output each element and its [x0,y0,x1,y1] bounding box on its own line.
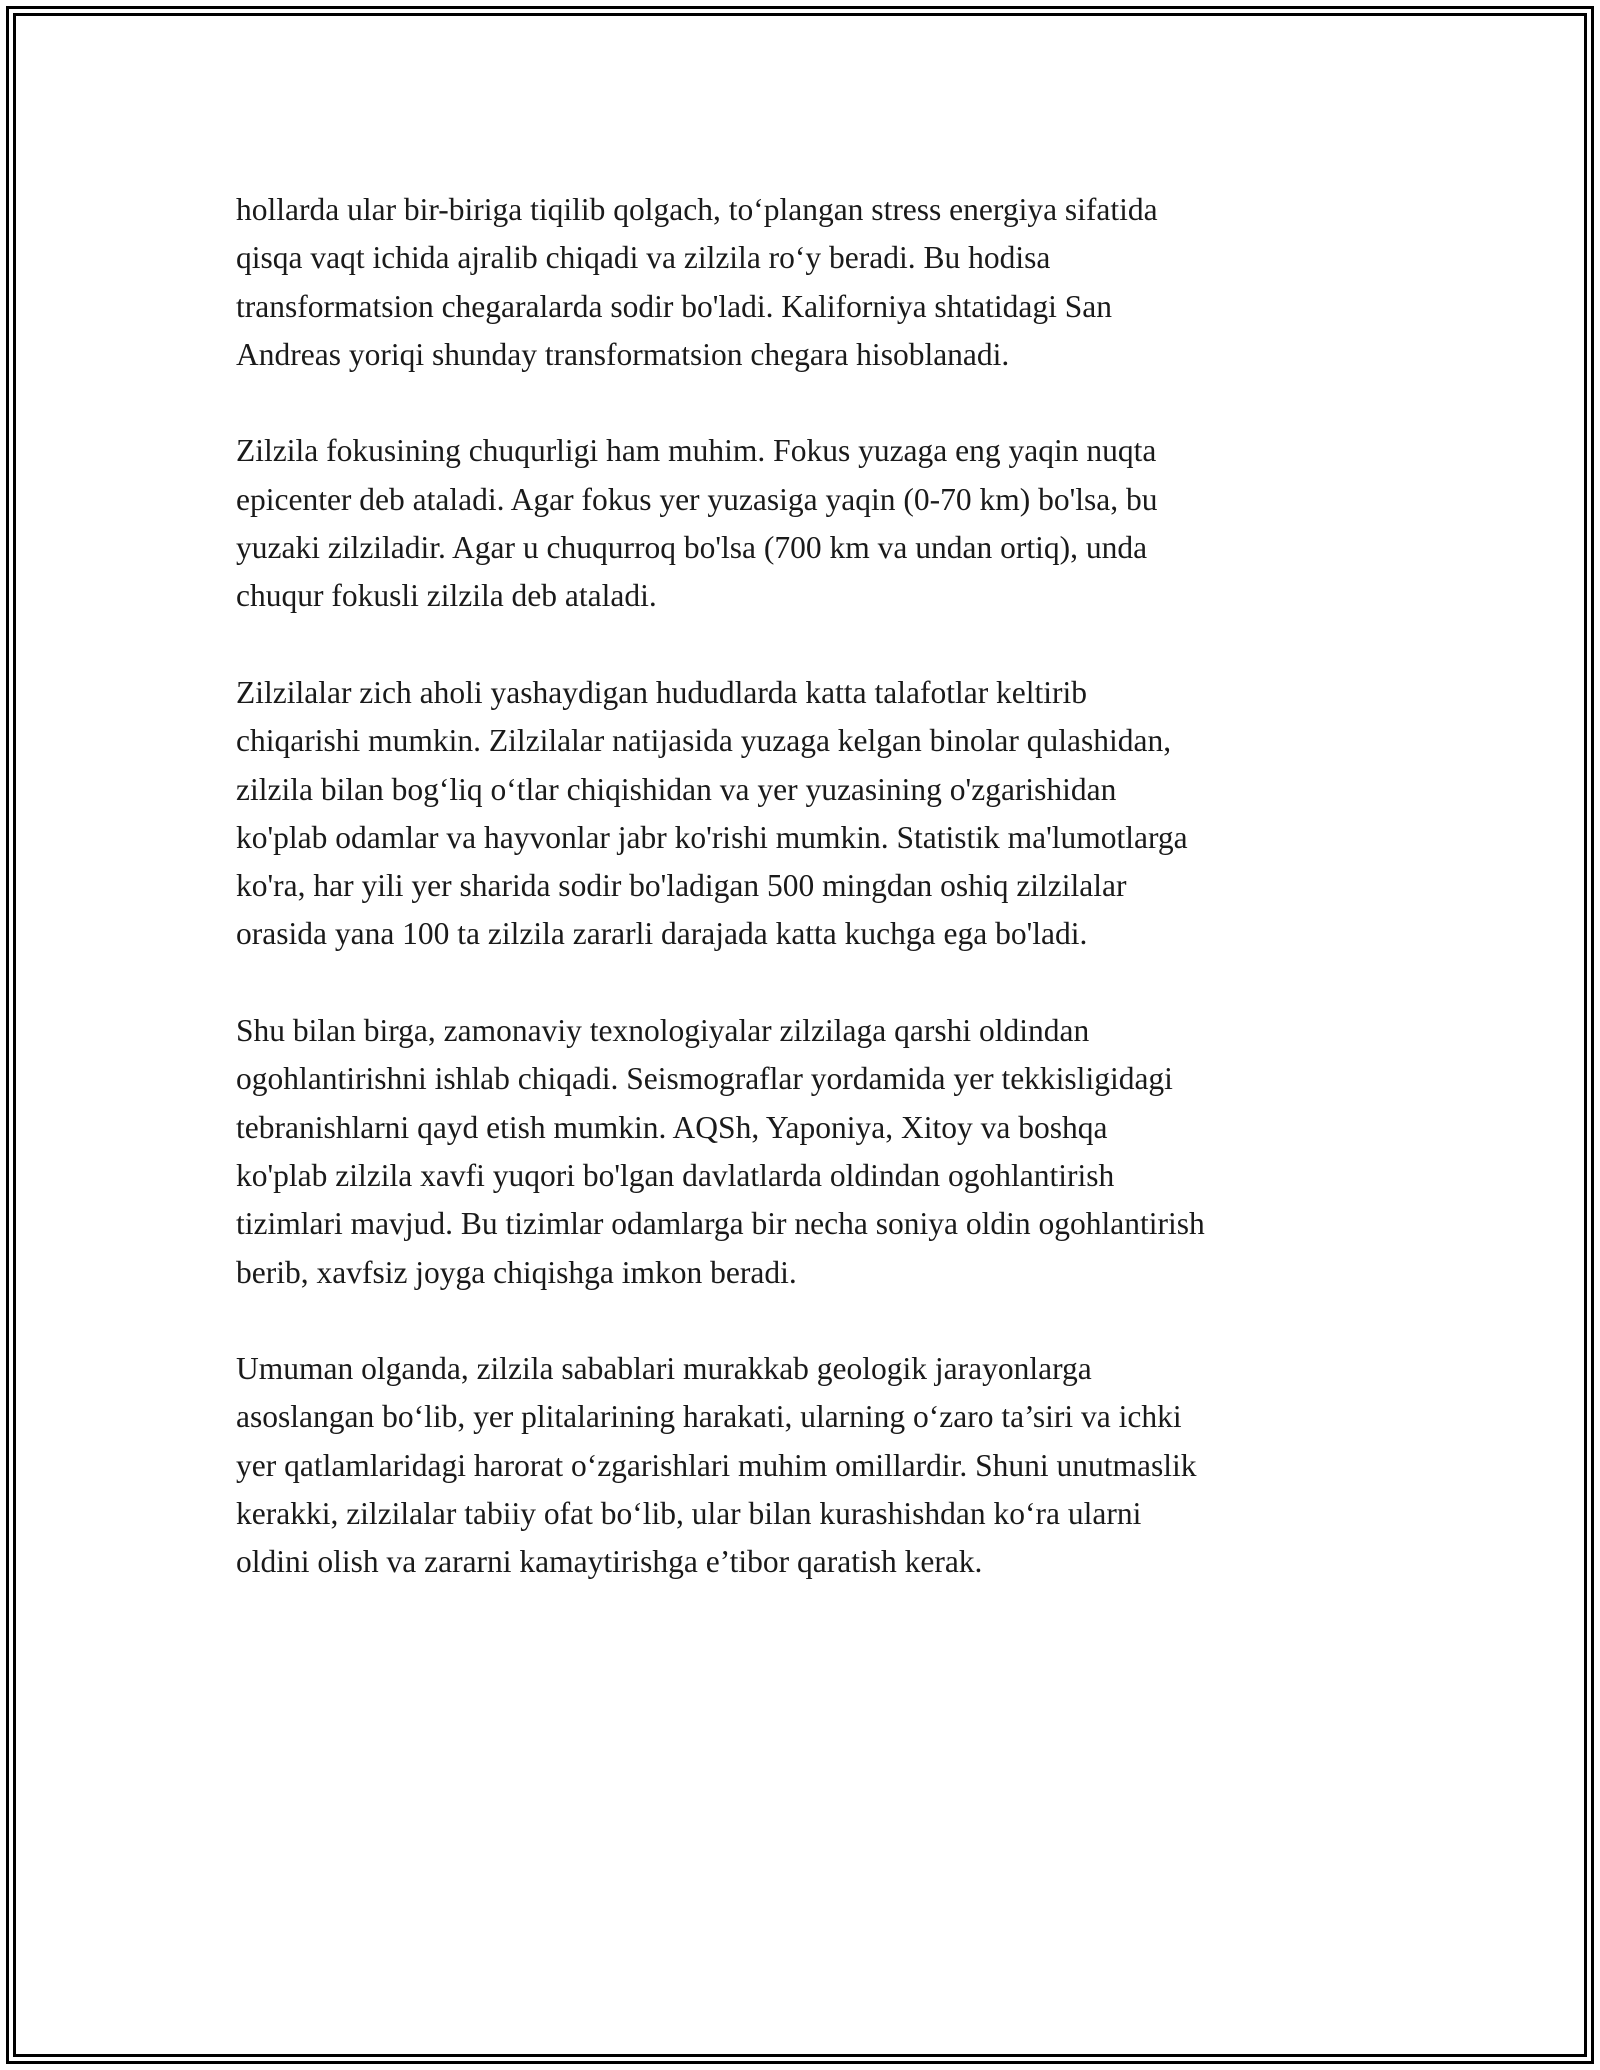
text-line: oldini olish va zararni kamaytirishga e’tibor qaratish kerak. [236,1544,983,1580]
text-line: kerakki, zilzilalar tabiiy ofat bo‘lib, ular bilan kurashishdan ko‘ra ularni [236,1496,1142,1532]
text-line: qisqa vaqt ichida ajralib chiqadi va zilzila ro‘y beradi. Bu hodisa [236,240,1051,276]
text-line: Zilzila fokusining chuqurligi ham muhim. Fokus yuzaga eng yaqin nuqta [236,433,1157,469]
paragraph-3 [236,669,1366,959]
text-line: epicenter deb ataladi. Agar fokus yer yuzasiga yaqin (0-70 km) bo'lsa, bu [236,481,1158,517]
text-line: chiqarishi mumkin. Zilzilalar natijasida yuzaga kelgan binolar qulashidan, [236,723,1172,759]
text-line: zilzila bilan bog‘liq o‘tlar chiqishidan va yer yuzasining o'zgarishidan [236,771,1117,807]
text-line: chuqur fokusli zilzila deb ataladi. [236,578,657,614]
text-line: orasida yana 100 ta zilzila zararli darajada katta kuchga ega bo'ladi. [236,916,1088,952]
text-line: hollarda ular bir-biriga tiqilib qolgach, to‘plangan stress energiya sifatida [236,192,1158,227]
text-line: yuzaki zilziladir. Agar u chuqurroq bo'lsa (700 km va undan ortiq), unda [236,530,1148,566]
document-body [236,186,1366,1635]
text-line: yer qatlamlaridagi harorat o‘zgarishlari muhim omillardir. Shuni unutmaslik [236,1447,1197,1483]
text-line: Zilzilalar zich aholi yashaydigan hududlarda katta talafotlar keltirib [236,674,1088,710]
text-line: tebranishlarni qayd etish mumkin. AQSh, Yaponiya, Xitoy va boshqa [236,1109,1108,1145]
text-line: Umuman olganda, zilzila sabablari murakkab geologik jarayonlarga [236,1351,1092,1387]
text-line: ogohlantirishni ishlab chiqadi. Seismograflar yordamida yer tekkisligidagi [236,1061,1173,1097]
text-line: asoslangan bo‘lib, yer plitalarining harakati, ularning o‘zaro ta’siri va ichki [236,1399,1182,1435]
text-line: tizimlari mavjud. Bu tizimlar odamlarga bir necha soniya oldin ogohlantirish [236,1206,1205,1242]
paragraph-2 [236,427,1366,620]
paragraph-4 [236,1007,1366,1297]
text-line: berib, xavfsiz joyga chiqishga imkon beradi. [236,1254,797,1290]
text-line: Andreas yoriqi shunday transformatsion chegara hisoblanadi. [236,336,1010,372]
text-line: transformatsion chegaralarda sodir bo'ladi. Kaliforniya shtatidagi San [236,288,1113,324]
text-line: Shu bilan birga, zamonaviy texnologiyalar zilzilaga qarshi oldindan [236,1013,1090,1049]
text-line: ko'plab odamlar va hayvonlar jabr ko'rishi mumkin. Statistik ma'lumotlarga [236,819,1188,855]
paragraph-1 [236,186,1366,379]
text-line: ko'ra, har yili yer sharida sodir bo'ladigan 500 mingdan oshiq zilzilalar [236,868,1127,904]
text-line: ko'plab zilzila xavfi yuqori bo'lgan davlatlarda oldindan ogohlantirish [236,1157,1115,1193]
paragraph-5 [236,1345,1366,1586]
